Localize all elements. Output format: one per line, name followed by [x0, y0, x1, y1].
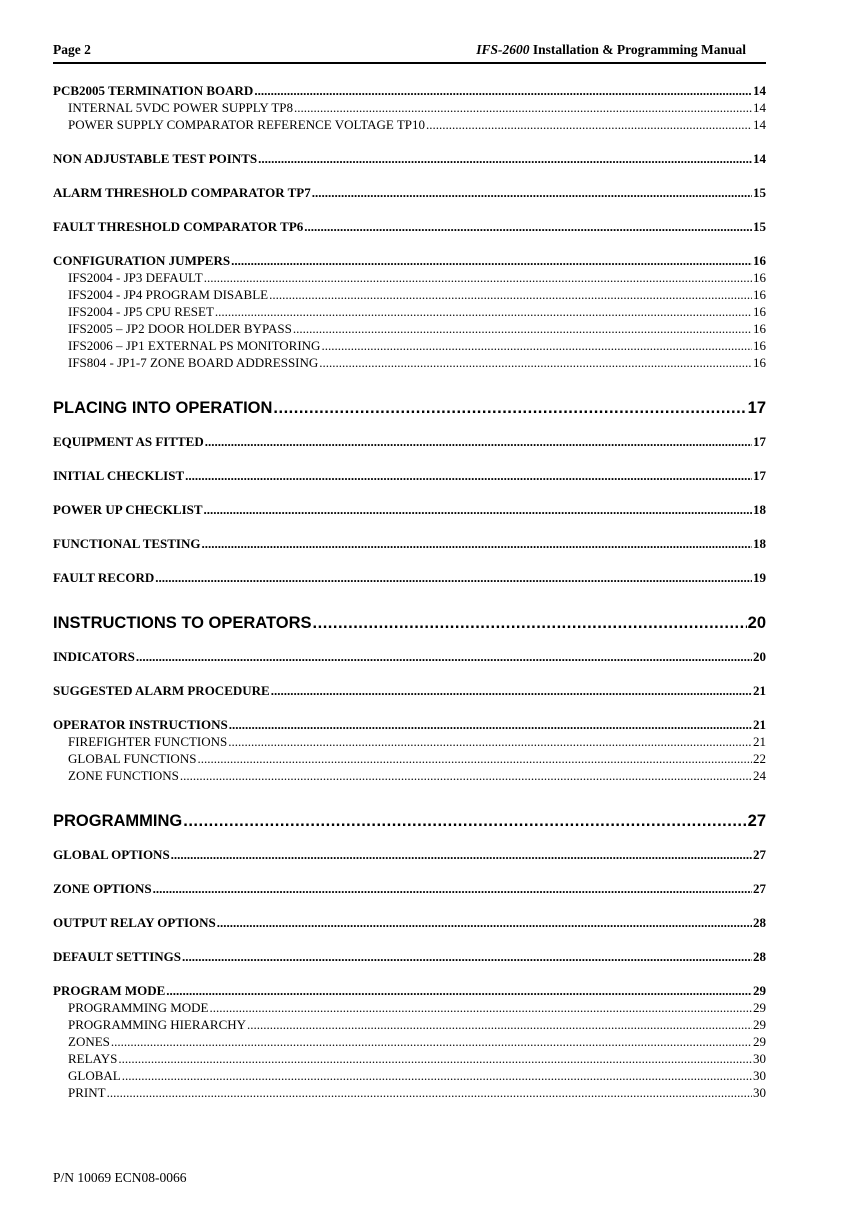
toc-entry[interactable] — [53, 150, 766, 167]
toc-entry[interactable] — [53, 999, 766, 1016]
toc-entry-label: POWER UP CHECKLIST — [53, 502, 203, 517]
toc-leader-dots — [182, 948, 752, 965]
toc-entry-label: IFS2004 - JP4 PROGRAM DISABLE — [68, 287, 269, 302]
toc-leader-dots — [273, 398, 746, 418]
toc-entry[interactable] — [53, 1033, 766, 1050]
toc-entry-label: PROGRAM MODE — [53, 983, 166, 998]
manual-title-text: Installation & Programming Manual — [532, 42, 746, 57]
toc-entry[interactable] — [53, 613, 766, 633]
toc-entry-label: INDICATORS — [53, 649, 135, 664]
toc-leader-dots — [319, 354, 752, 371]
toc-entry-label: OUTPUT RELAY OPTIONS — [53, 915, 216, 930]
toc-leader-dots — [204, 269, 752, 286]
toc-leader-dots — [122, 1067, 752, 1084]
page-number-label: Page 2 — [53, 42, 91, 57]
toc-entry-page: 29 — [753, 983, 766, 998]
toc-leader-dots — [136, 648, 752, 665]
toc-entry-page: 22 — [753, 751, 766, 766]
toc-entry-page: 14 — [753, 100, 766, 115]
toc-entry[interactable] — [53, 320, 766, 337]
toc-entry[interactable] — [53, 116, 766, 133]
toc-entry-page: 29 — [753, 1000, 766, 1015]
toc-entry[interactable] — [53, 716, 766, 733]
toc-entry[interactable] — [53, 398, 766, 418]
toc-entry-label: NON ADJUSTABLE TEST POINTS — [53, 151, 258, 166]
toc-leader-dots — [313, 613, 747, 633]
manual-title — [476, 42, 746, 58]
toc-leader-dots — [426, 116, 752, 133]
toc-entry[interactable] — [53, 1050, 766, 1067]
toc-entry-label: INSTRUCTIONS TO OPERATORS — [53, 614, 312, 632]
toc-entry-page: 16 — [753, 253, 766, 268]
toc-entry[interactable] — [53, 337, 766, 354]
toc-entry-label: ALARM THRESHOLD COMPARATOR TP7 — [53, 185, 311, 200]
toc-entry-page: 17 — [753, 468, 766, 483]
toc-leader-dots — [312, 184, 752, 201]
toc-leader-dots — [204, 501, 752, 518]
toc-entry-label: GLOBAL — [68, 1068, 121, 1083]
toc-entry-label: FIREFIGHTER FUNCTIONS — [68, 734, 228, 749]
toc-leader-dots — [271, 682, 752, 699]
toc-leader-dots — [118, 1050, 752, 1067]
toc-leader-dots — [247, 1016, 752, 1033]
toc-entry-label: GLOBAL FUNCTIONS — [68, 751, 197, 766]
toc-entry-page: 27 — [753, 847, 766, 862]
toc-entry-page: 30 — [753, 1068, 766, 1083]
toc-leader-dots — [217, 914, 752, 931]
toc-entry-page: 29 — [753, 1034, 766, 1049]
toc-entry-page: 16 — [753, 304, 766, 319]
toc-entry-page: 18 — [753, 536, 766, 551]
toc-entry[interactable] — [53, 218, 766, 235]
toc-entry-label: IFS804 - JP1-7 ZONE BOARD ADDRESSING — [68, 355, 319, 370]
toc-entry-label: IFS2005 – JP2 DOOR HOLDER BYPASS — [68, 321, 292, 336]
toc-entry-page: 14 — [753, 151, 766, 166]
toc-entry[interactable] — [53, 467, 766, 484]
toc-entry-label: IFS2004 - JP3 DEFAULT — [68, 270, 203, 285]
toc-entry-page: 16 — [753, 321, 766, 336]
toc-leader-dots — [293, 320, 752, 337]
toc-entry-page: 15 — [753, 219, 766, 234]
toc-entry[interactable] — [53, 252, 766, 269]
toc-leader-dots — [304, 218, 752, 235]
toc-entry-page: 28 — [753, 949, 766, 964]
toc-entry[interactable] — [53, 1016, 766, 1033]
toc-leader-dots — [153, 880, 752, 897]
toc-leader-dots — [202, 535, 753, 552]
toc-entry[interactable] — [53, 846, 766, 863]
toc-entry-page: 15 — [753, 185, 766, 200]
toc-entry-page: 20 — [747, 614, 766, 632]
toc-entry-label: PROGRAMMING MODE — [68, 1000, 209, 1015]
toc-entry[interactable] — [53, 733, 766, 750]
toc-entry[interactable] — [53, 682, 766, 699]
toc-entry-page: 14 — [753, 83, 766, 98]
toc-entry-page: 14 — [753, 117, 766, 132]
toc-entry[interactable] — [53, 184, 766, 201]
toc-entry-label: CONFIGURATION JUMPERS — [53, 253, 231, 268]
toc-entry[interactable] — [53, 1067, 766, 1084]
toc-entry-page: 16 — [753, 270, 766, 285]
toc-leader-dots — [180, 767, 752, 784]
toc-entry[interactable] — [53, 269, 766, 286]
toc-leader-dots — [171, 846, 752, 863]
toc-leader-dots — [254, 82, 752, 99]
toc-entry-page: 30 — [753, 1051, 766, 1066]
toc-entry[interactable] — [53, 286, 766, 303]
toc-entry-page: 21 — [753, 734, 766, 749]
toc-entry[interactable] — [53, 569, 766, 586]
toc-entry[interactable] — [53, 1084, 766, 1101]
toc-entry[interactable] — [53, 501, 766, 518]
toc-leader-dots — [231, 252, 752, 269]
toc-entry-page: 24 — [753, 768, 766, 783]
toc-entry-label: PCB2005 TERMINATION BOARD — [53, 83, 254, 98]
toc-entry-label: RELAYS — [68, 1051, 118, 1066]
toc-entry-label: FAULT RECORD — [53, 570, 155, 585]
toc-entry[interactable] — [53, 354, 766, 371]
toc-entry-label: OPERATOR INSTRUCTIONS — [53, 717, 228, 732]
toc-leader-dots — [107, 1084, 752, 1101]
toc-entry-label: DEFAULT SETTINGS — [53, 949, 182, 964]
toc-entry[interactable] — [53, 433, 766, 450]
toc-entry-page: 17 — [753, 434, 766, 449]
toc-entry-label: FUNCTIONAL TESTING — [53, 536, 201, 551]
toc-leader-dots — [228, 733, 752, 750]
toc-entry[interactable] — [53, 82, 766, 99]
toc-entry-label: POWER SUPPLY COMPARATOR REFERENCE VOLTAGE TP10 — [68, 117, 426, 132]
toc-entry-page: 27 — [747, 812, 766, 830]
toc-entry-page: 28 — [753, 915, 766, 930]
toc-leader-dots — [229, 716, 752, 733]
toc-leader-dots — [111, 1033, 752, 1050]
table-of-contents — [53, 82, 766, 1101]
toc-entry-label: PLACING INTO OPERATION — [53, 399, 273, 417]
toc-leader-dots — [294, 99, 752, 116]
product-name: IFS-2600 — [476, 42, 530, 57]
toc-entry-page: 21 — [753, 683, 766, 698]
toc-leader-dots — [258, 150, 752, 167]
toc-entry[interactable] — [53, 648, 766, 665]
toc-entry-label: GLOBAL OPTIONS — [53, 847, 170, 862]
toc-entry-page: 19 — [753, 570, 766, 585]
toc-entry-label: ZONES — [68, 1034, 110, 1049]
toc-leader-dots — [197, 750, 752, 767]
toc-entry-page: 18 — [753, 502, 766, 517]
toc-entry-page: 20 — [753, 649, 766, 664]
toc-leader-dots — [215, 303, 752, 320]
toc-entry[interactable] — [53, 99, 766, 116]
toc-entry-page: 16 — [753, 287, 766, 302]
toc-entry-label: PROGRAMMING HIERARCHY — [68, 1017, 247, 1032]
toc-entry-label: IFS2004 - JP5 CPU RESET — [68, 304, 214, 319]
page-header — [53, 40, 766, 64]
toc-entry-label: EQUIPMENT AS FITTED — [53, 434, 204, 449]
toc-leader-dots — [166, 982, 752, 999]
toc-entry-label: PROGRAMMING — [53, 812, 183, 830]
toc-entry[interactable] — [53, 303, 766, 320]
toc-entry-page: 21 — [753, 717, 766, 732]
toc-leader-dots — [321, 337, 752, 354]
toc-leader-dots — [205, 433, 752, 450]
toc-entry-label: INTERNAL 5VDC POWER SUPPLY TP8 — [68, 100, 294, 115]
toc-entry[interactable] — [53, 982, 766, 999]
toc-entry-label: ZONE OPTIONS — [53, 881, 152, 896]
toc-entry-label: INITIAL CHECKLIST — [53, 468, 185, 483]
toc-entry[interactable] — [53, 750, 766, 767]
toc-entry[interactable] — [53, 767, 766, 784]
toc-entry[interactable] — [53, 948, 766, 965]
toc-leader-dots — [183, 811, 746, 831]
toc-entry[interactable] — [53, 811, 766, 831]
toc-entry-label: SUGGESTED ALARM PROCEDURE — [53, 683, 270, 698]
toc-entry-label: IFS2006 – JP1 EXTERNAL PS MONITORING — [68, 338, 321, 353]
toc-entry-page: 30 — [753, 1085, 766, 1100]
toc-entry-page: 17 — [747, 399, 766, 417]
toc-leader-dots — [210, 999, 753, 1016]
toc-leader-dots — [269, 286, 752, 303]
toc-entry[interactable] — [53, 880, 766, 897]
toc-entry[interactable] — [53, 535, 766, 552]
toc-entry-page: 29 — [753, 1017, 766, 1032]
toc-entry-page: 16 — [753, 338, 766, 353]
footer-part-number: P/N 10069 ECN08-0066 — [53, 1170, 187, 1185]
toc-entry[interactable] — [53, 914, 766, 931]
toc-entry-label: FAULT THRESHOLD COMPARATOR TP6 — [53, 219, 304, 234]
toc-entry-label: PRINT — [68, 1085, 106, 1100]
toc-leader-dots — [185, 467, 752, 484]
toc-leader-dots — [155, 569, 752, 586]
toc-entry-page: 27 — [753, 881, 766, 896]
toc-entry-page: 16 — [753, 355, 766, 370]
toc-entry-label: ZONE FUNCTIONS — [68, 768, 179, 783]
